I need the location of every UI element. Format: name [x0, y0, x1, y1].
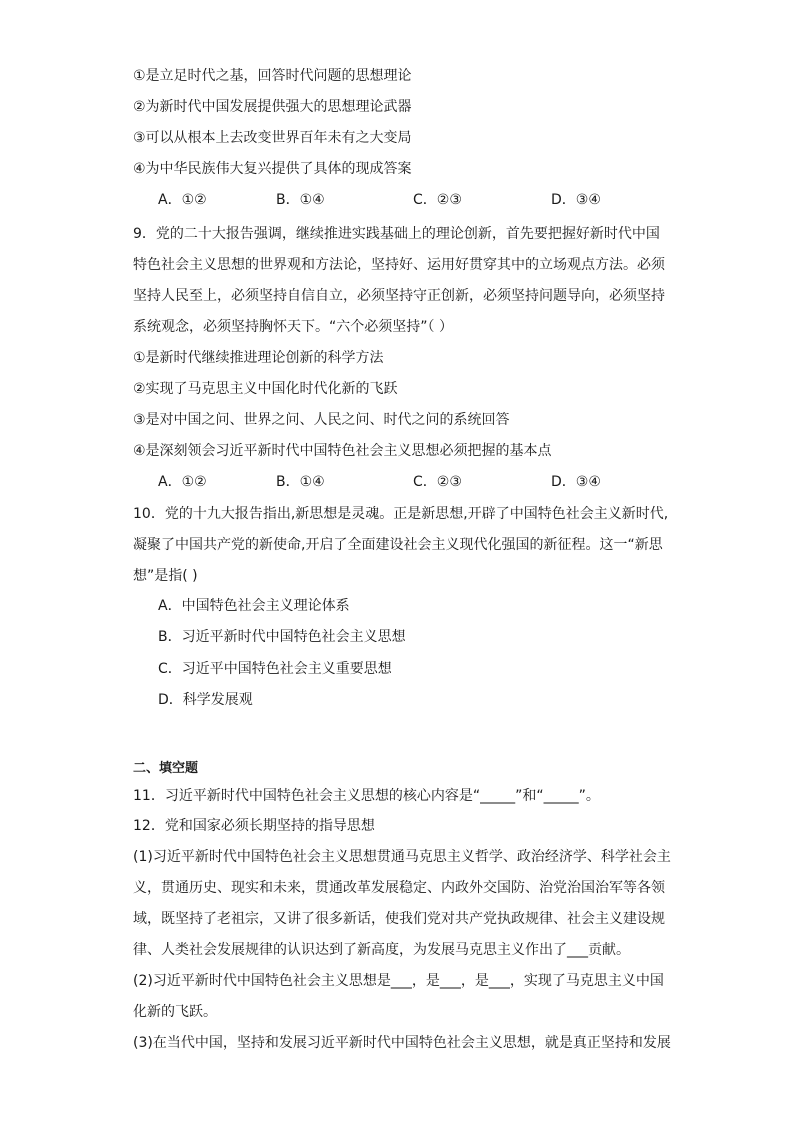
q8-item-1: ①是立足时代之基，回答时代问题的思想理论 — [133, 68, 412, 84]
q10-option-b: B．习近平新时代中国特色社会主义思想 — [158, 629, 406, 645]
q9-option-d: D．③④ — [551, 474, 601, 490]
q8-option-b: B．①④ — [276, 192, 325, 208]
q12-part1-line-1: (1)习近平新时代中国特色社会主义思想贯通马克思主义哲学、政治经济学、科学社会主 — [133, 849, 671, 865]
q10-stem-line-3: 想”是指( ) — [133, 568, 198, 584]
q9-item-1: ①是新时代继续推进理论创新的科学方法 — [133, 350, 384, 366]
q10-option-a: A．中国特色社会主义理论体系 — [158, 598, 350, 614]
q9-item-2: ②实现了马克思主义中国化时代化新的飞跃 — [133, 381, 398, 397]
q9-item-3: ③是对中国之问、世界之问、人民之问、时代之问的系统回答 — [133, 412, 510, 428]
q9-stem-line-2: 特色社会主义思想的世界观和方法论，坚持好、运用好贯穿其中的立场观点方法。必须 — [133, 257, 665, 273]
q9-option-a: A．①② — [158, 474, 207, 490]
q12-part1-line-3: 域，既坚持了老祖宗，又讲了很多新话，使我们党对共产党执政规律、社会主义建设规 — [133, 911, 665, 927]
q9-stem-line-1: 9．党的二十大报告强调，继续推进实践基础上的理论创新，首先要把握好新时代中国 — [133, 226, 660, 242]
q9-option-c: C．②③ — [413, 474, 462, 490]
q12-part2-line-2: 化新的飞跃。 — [133, 1004, 217, 1020]
q12-part1-line-4: 律、人类社会发展规律的认识达到了新高度，为发展马克思主义作出了___贡献。 — [133, 942, 630, 958]
q12-part3-line-1: (3)在当代中国，坚持和发展习近平新时代中国特色社会主义思想，就是真正坚持和发展 — [133, 1035, 671, 1051]
q8-item-2: ②为新时代中国发展提供强大的思想理论武器 — [133, 99, 412, 115]
q10-stem-line-2: 凝聚了中国共产党的新使命,开启了全面建设社会主义现代化强国的新征程。这一“新思 — [133, 537, 663, 553]
q10-option-c: C．习近平中国特色社会主义重要思想 — [158, 661, 392, 677]
q9-stem-line-3: 坚持人民至上，必须坚持自信自立，必须坚持守正创新，必须坚持问题导向，必须坚持 — [133, 288, 665, 304]
q12-stem: 12．党和国家必须长期坚持的指导思想 — [133, 818, 375, 834]
section-title-fill-in: 二、填空题 — [133, 761, 199, 776]
q9-item-4: ④是深刻领会习近平新时代中国特色社会主义思想必须把握的基本点 — [133, 443, 552, 459]
q9-option-b: B．①④ — [276, 474, 325, 490]
q10-option-d: D．科学发展观 — [158, 692, 253, 708]
q8-item-3: ③可以从根本上去改变世界百年未有之大变局 — [133, 130, 412, 146]
q8-option-c: C．②③ — [413, 192, 462, 208]
q8-option-a: A．①② — [158, 192, 207, 208]
q12-part2-line-1: (2)习近平新时代中国特色社会主义思想是___，是___，是___，实现了马克思主义中国 — [133, 973, 664, 989]
q12-part1-line-2: 义，贯通历史、现实和未来，贯通改革发展稳定、内政外交国防、治党治国治军等各领 — [133, 880, 665, 896]
q11-stem: 11．习近平新时代中国特色社会主义思想的核心内容是“_____”和“_____”。 — [133, 788, 600, 804]
q8-item-4: ④为中华民族伟大复兴提供了具体的现成答案 — [133, 161, 412, 177]
q10-stem-line-1: 10．党的十九大报告指出,新思想是灵魂。正是新思想,开辟了中国特色社会主义新时代, — [133, 506, 669, 522]
q9-stem-line-4: 系统观念，必须坚持胸怀天下。“六个必须坚持”（ ） — [133, 319, 453, 335]
q8-option-d: D．③④ — [551, 192, 601, 208]
